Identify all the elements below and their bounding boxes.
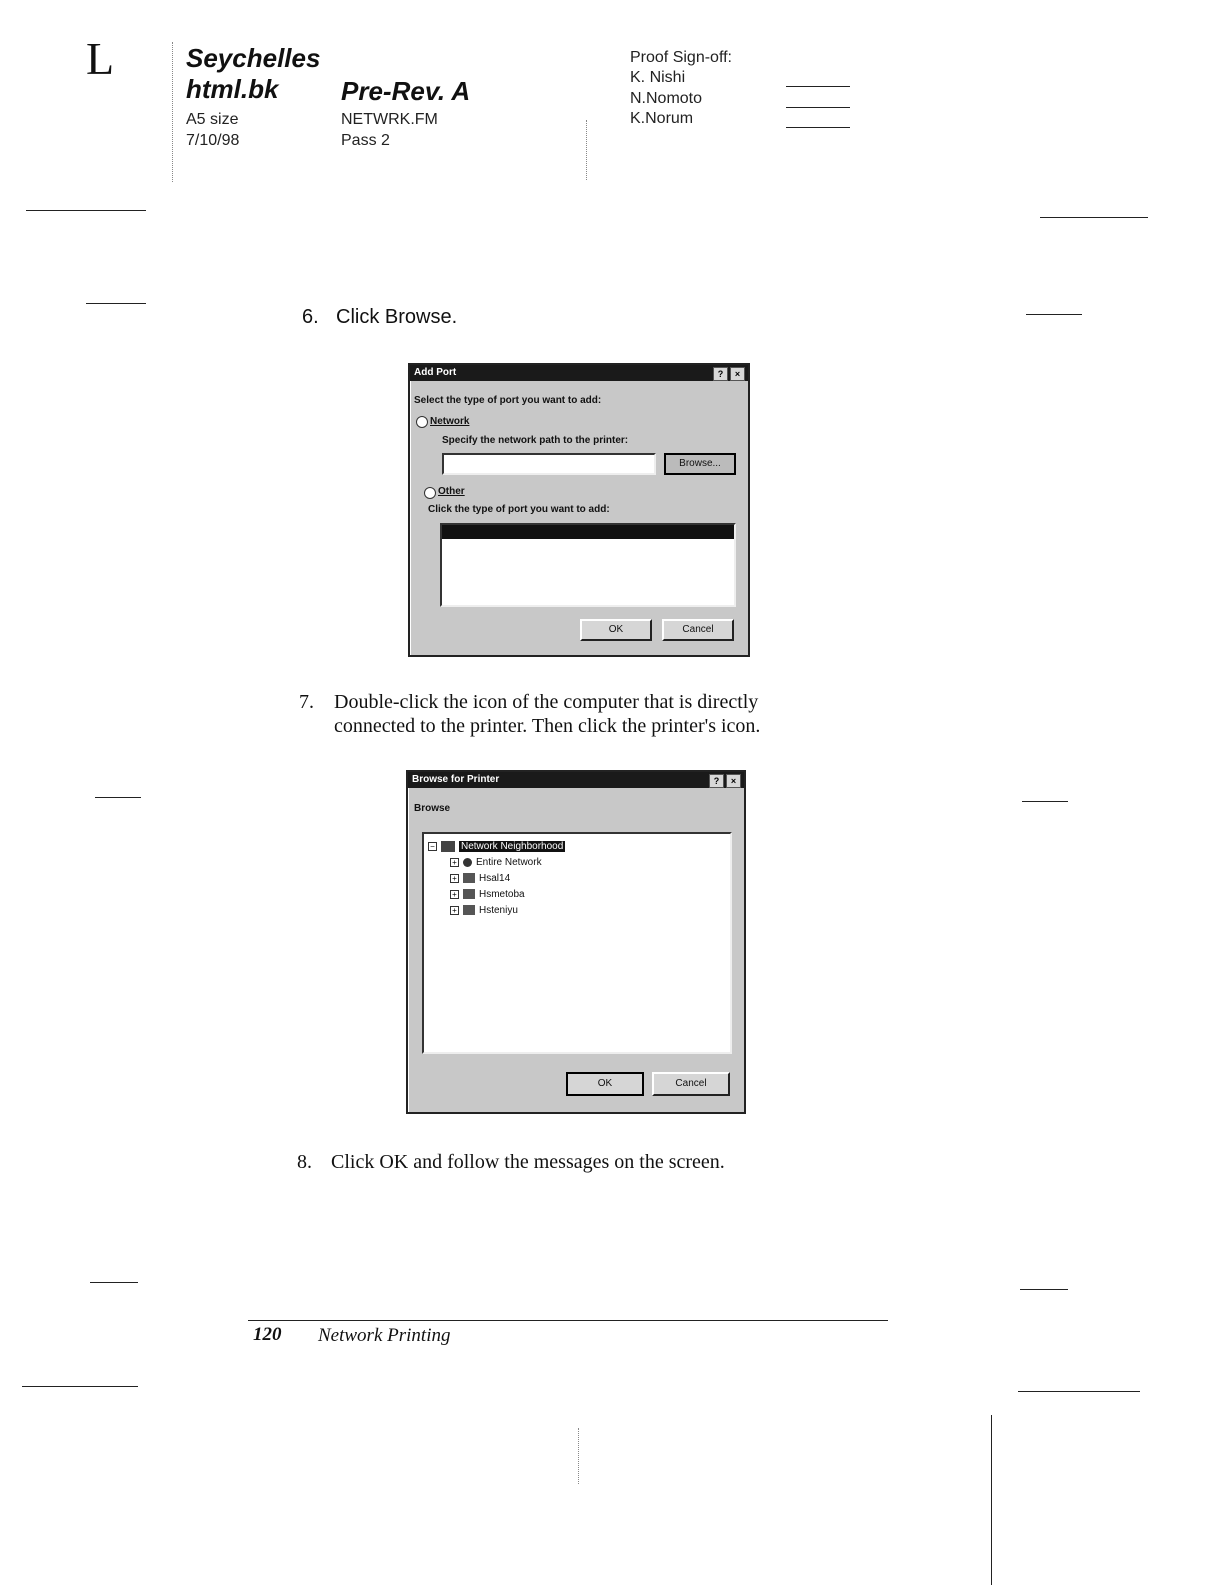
tree-node-label[interactable]: Hsmetoba <box>479 888 525 900</box>
dialog-title: Browse for Printer <box>412 774 500 785</box>
add-port-dialog <box>408 363 750 657</box>
computer-icon <box>463 905 475 915</box>
tree-node[interactable] <box>450 854 542 870</box>
book-title: Seychelles <box>186 43 321 73</box>
crop-mark <box>90 1282 138 1283</box>
expand-icon[interactable]: + <box>450 858 459 867</box>
collapse-icon[interactable]: − <box>428 842 437 851</box>
step-number: 7. <box>299 691 314 713</box>
signoff-line <box>786 127 850 128</box>
browse-label: Browse <box>414 803 451 814</box>
proofer-name: K.Norum <box>630 110 694 127</box>
cancel-button[interactable]: Cancel <box>662 619 734 641</box>
expand-icon[interactable]: + <box>450 874 459 883</box>
network-option-label[interactable]: Network <box>430 416 470 427</box>
crop-mark <box>1018 1391 1140 1392</box>
crop-mark <box>86 303 146 304</box>
expand-icon[interactable]: + <box>450 890 459 899</box>
other-radio[interactable] <box>424 487 436 499</box>
proofer-name: N.Nomoto <box>630 90 703 107</box>
crop-mark <box>1026 314 1082 315</box>
step-number: 6. <box>302 306 319 328</box>
crop-mark <box>991 1415 992 1585</box>
globe-icon <box>463 858 472 867</box>
header-date: 7/10/98 <box>186 132 240 149</box>
other-option-label[interactable]: Other <box>438 486 465 497</box>
step-number: 8. <box>297 1151 312 1173</box>
signoff-line <box>786 107 850 108</box>
step-text-line: Double-click the icon of the computer that is directly <box>334 691 759 713</box>
expand-icon[interactable]: + <box>450 906 459 915</box>
computer-icon <box>463 873 475 883</box>
tree-node[interactable] <box>450 886 525 902</box>
crop-mark <box>22 1386 138 1387</box>
tree-node-root[interactable] <box>428 838 565 854</box>
help-button[interactable]: ? <box>709 774 724 788</box>
crop-mark <box>1020 1289 1068 1290</box>
proof-signoff-label: Proof Sign-off: <box>630 49 732 66</box>
tree-node[interactable] <box>450 870 510 886</box>
center-mark <box>578 1428 579 1484</box>
crop-mark <box>1022 801 1068 802</box>
dialog-titlebar <box>410 365 748 381</box>
step-text-line: connected to the printer. Then click the printer's icon. <box>334 715 761 737</box>
crop-mark <box>26 210 146 211</box>
port-type-list[interactable] <box>440 523 736 607</box>
computer-icon <box>463 889 475 899</box>
network-tree[interactable] <box>422 832 732 1054</box>
header-divider <box>172 42 173 182</box>
close-button[interactable]: × <box>726 774 741 788</box>
step-text: Click Browse. <box>336 306 458 328</box>
tree-node-label[interactable]: Hsteniyu <box>479 904 518 916</box>
other-port-prompt: Click the type of port you want to add: <box>428 504 610 515</box>
footer-rule <box>248 1320 888 1321</box>
page-number: 120 <box>253 1324 282 1345</box>
dialog-titlebar <box>408 772 744 788</box>
network-neighborhood-icon <box>441 841 455 852</box>
chapter-title: Network Printing <box>318 1325 451 1346</box>
proofer-name: K. Nishi <box>630 69 686 86</box>
book-file: html.bk <box>186 74 279 104</box>
dialog-title: Add Port <box>414 367 457 378</box>
ok-button[interactable]: OK <box>566 1072 644 1096</box>
port-type-prompt: Select the type of port you want to add: <box>414 395 602 406</box>
network-path-input[interactable] <box>442 453 656 475</box>
signoff-line <box>786 86 850 87</box>
tree-node-label[interactable]: Network Neighborhood <box>461 840 564 852</box>
browse-button[interactable]: Browse... <box>664 453 736 475</box>
network-radio[interactable] <box>416 416 428 428</box>
crop-mark <box>1040 217 1148 218</box>
crop-mark <box>95 797 141 798</box>
close-button[interactable]: × <box>730 367 745 381</box>
cancel-button[interactable]: Cancel <box>652 1072 730 1096</box>
help-button[interactable]: ? <box>713 367 728 381</box>
frame-file: NETWRK.FM <box>341 111 438 128</box>
network-path-label: Specify the network path to the printer: <box>442 435 629 446</box>
tree-node-label[interactable]: Hsal14 <box>479 872 511 884</box>
step-text: Click OK and follow the messages on the screen. <box>331 1151 725 1173</box>
tree-node[interactable] <box>450 902 518 918</box>
tree-node-label[interactable]: Entire Network <box>476 856 542 868</box>
page-size: A5 size <box>186 111 239 128</box>
pass-label: Pass 2 <box>341 132 390 149</box>
selected-list-row[interactable] <box>442 525 734 539</box>
revision-label: Pre-Rev. A <box>341 76 471 106</box>
header-divider <box>586 120 587 180</box>
side-marker-letter: L <box>86 33 115 84</box>
ok-button[interactable]: OK <box>580 619 652 641</box>
browse-for-printer-dialog <box>406 770 746 1114</box>
